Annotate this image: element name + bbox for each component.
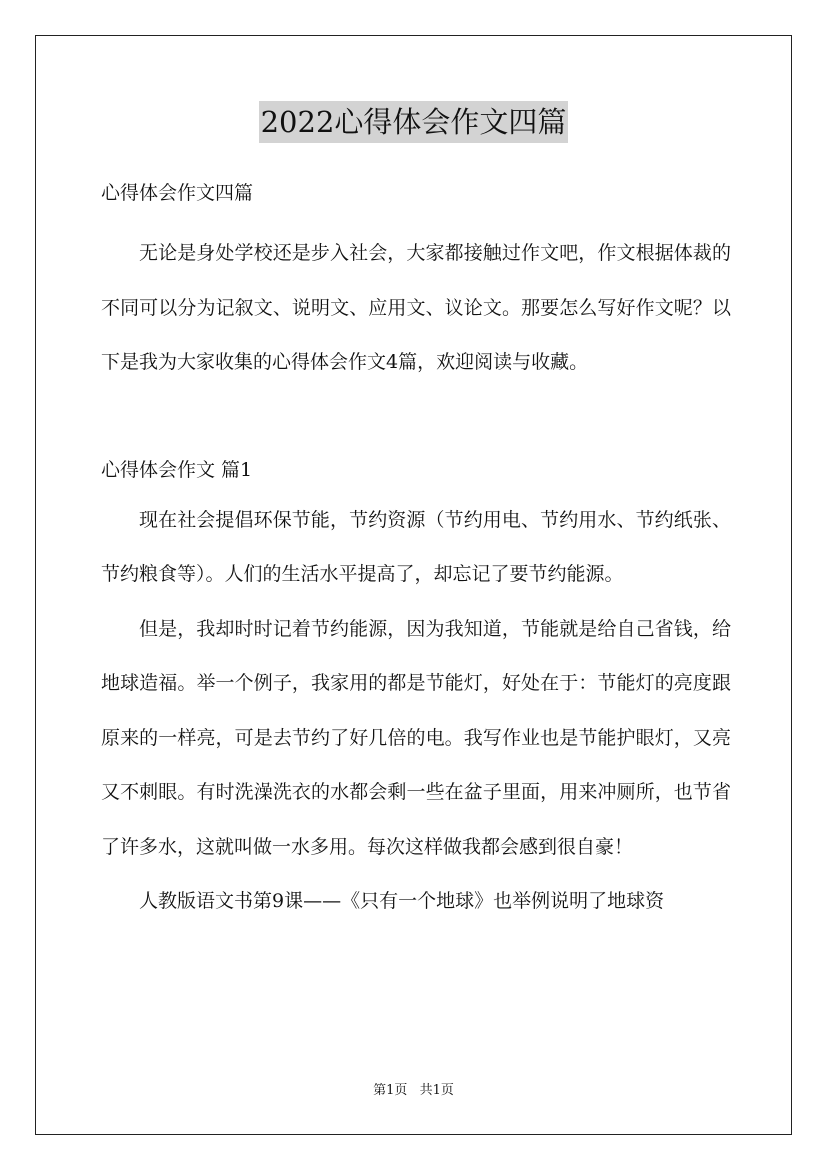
- section-spacer: [101, 390, 731, 447]
- section-heading: 心得体会作文 篇1: [101, 458, 253, 481]
- document-body: [101, 170, 731, 929]
- page-footer: [0, 1083, 827, 1099]
- page-number: 第1页: [373, 1083, 408, 1098]
- body-paragraph-3: 人教版语文书第9课——《只有一个地球》也举例说明了地球资: [139, 890, 665, 912]
- body-paragraph-1: 现在社会提倡环保节能，节约资源（节约用电、节约用水、节约纸张、节约粮食等）。人们的生活水平提高了，却忘记了要节约能源。: [101, 508, 731, 585]
- title-container: [0, 101, 827, 143]
- page-total: 共1页: [419, 1083, 454, 1098]
- body-paragraph-2: 但是，我却时时记着节约能源，因为我知道，节能就是给自己省钱，给地球造福。举一个例子，我家用的都是节能灯，好处在于：节能灯的亮度跟原来的一样亮，可是去节约了好几倍的电。我写作业也是节能护眼灯，又亮又不刺眼。有时洗澡洗衣的水都会剩一些在盆子里面，用来冲厕所，也节省了许多水，这就叫做一水多用。每次这样做我都会感到很自豪！: [101, 617, 731, 858]
- intro-paragraph: 无论是身处学校还是步入社会，大家都接触过作文吧，作文根据体裁的不同可以分为记叙文、说明文、应用文、议论文。那要怎么写好作文呢？以下是我为大家收集的心得体会作文4篇，欢迎阅读与收藏。: [101, 242, 731, 373]
- document-title: 2022心得体会作文四篇: [259, 101, 569, 143]
- document-subtitle: 心得体会作文四篇: [101, 182, 254, 204]
